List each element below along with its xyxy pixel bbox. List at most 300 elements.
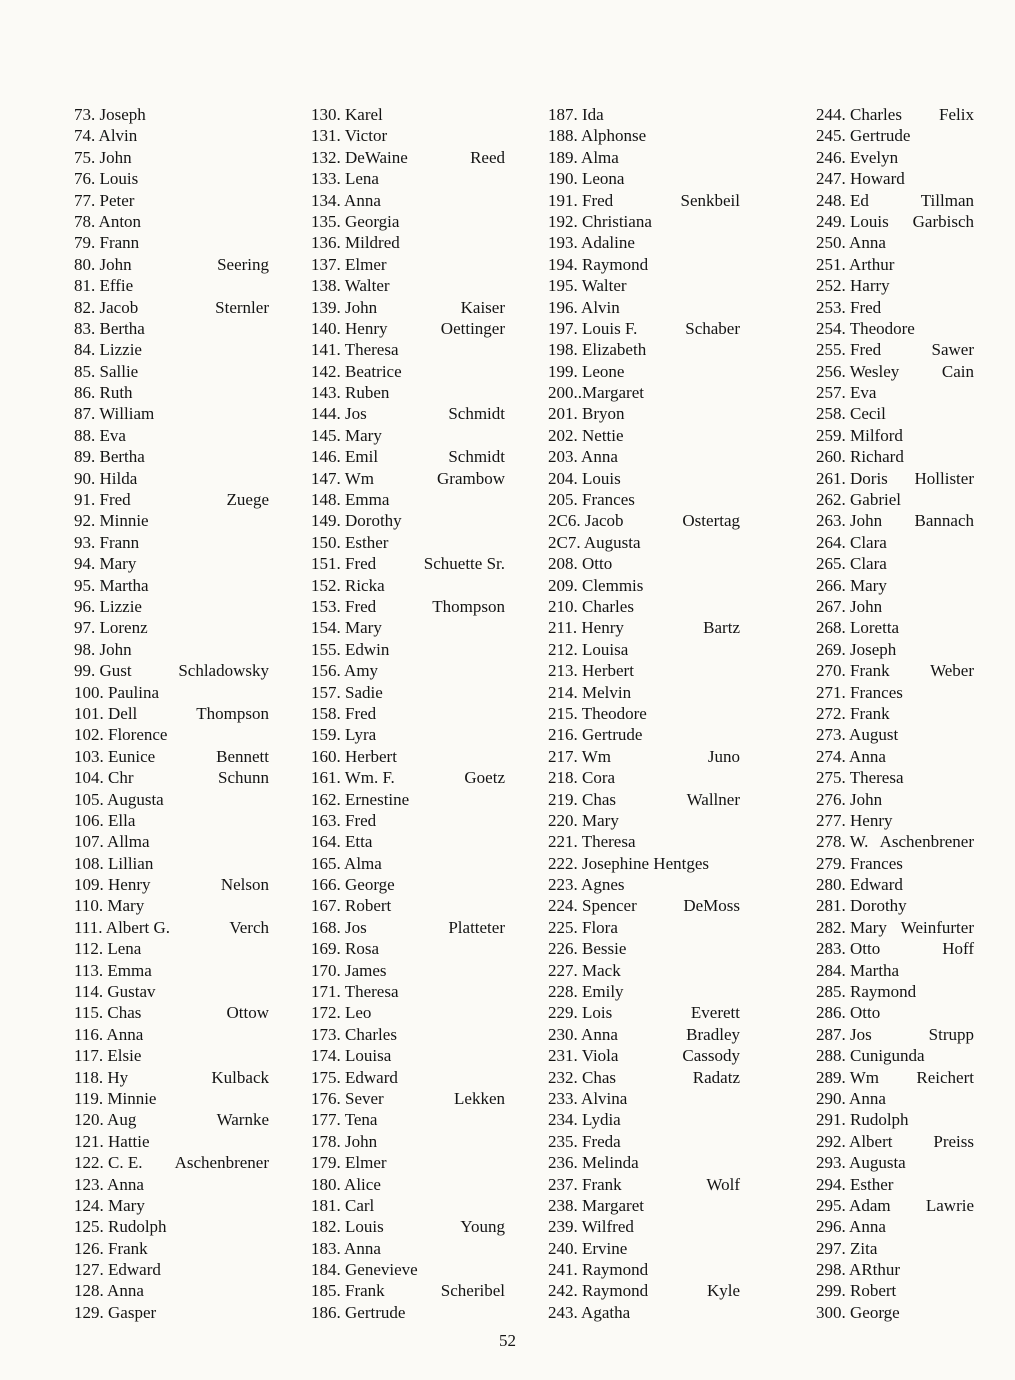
entry-name: 145. Mary [311, 425, 382, 445]
entry-name: 198. Elizabeth [548, 340, 647, 360]
entry-name: 279. Frances [816, 853, 903, 873]
entry-name: 246. Evelyn [816, 147, 899, 167]
entry-surname: Ottow [226, 1003, 269, 1023]
entry-name: 106. Ella [74, 810, 136, 830]
entry-name: 233. Alvina [548, 1088, 628, 1108]
list-item [74, 211, 269, 232]
list-item [311, 617, 505, 638]
list-item [311, 339, 505, 360]
entry-name: 175. Edward [311, 1067, 398, 1087]
entry-name: 163. Fred [311, 810, 377, 830]
list-item [548, 1088, 740, 1109]
entry-name: 269. Joseph [816, 639, 897, 659]
list-item [311, 489, 505, 510]
entry-name: 80. John [74, 254, 132, 274]
list-item [548, 403, 740, 424]
entry-surname: Everett [690, 1003, 740, 1023]
entry-name: 121. Hattie [74, 1131, 150, 1151]
list-item [74, 746, 269, 767]
list-item [816, 1259, 974, 1280]
list-item [74, 425, 269, 446]
list-item [311, 746, 505, 767]
list-item [311, 874, 505, 895]
list-item [816, 190, 974, 211]
entry-name: 291. Rudolph [816, 1110, 909, 1130]
list-item [816, 575, 974, 596]
entry-name: 193. Adaline [548, 233, 635, 253]
list-item [74, 125, 269, 146]
list-item [816, 275, 974, 296]
entry-name: 182. Louis [311, 1217, 384, 1237]
entry-name: 227. Mack [548, 960, 621, 980]
entry-name: 162. Ernestine [311, 789, 410, 809]
list-item [548, 767, 740, 788]
entry-name: 188. Alphonse [548, 126, 647, 146]
entry-name: 216. Gertrude [548, 725, 643, 745]
list-item [548, 254, 740, 275]
list-item [74, 104, 269, 125]
entry-name: 178. John [311, 1131, 378, 1151]
entry-name: 228. Emily [548, 982, 624, 1002]
list-item [548, 510, 740, 531]
entry-name: 173. Charles [311, 1024, 397, 1044]
entry-name: 282. Mary [816, 917, 887, 937]
list-item [311, 1195, 505, 1216]
list-item [311, 639, 505, 660]
list-item [311, 960, 505, 981]
list-item [816, 1152, 974, 1173]
list-item [816, 104, 974, 125]
list-item [548, 960, 740, 981]
entry-name: 277. Henry [816, 810, 893, 830]
list-item [816, 874, 974, 895]
list-item [548, 553, 740, 574]
entry-name: 211. Henry [548, 618, 624, 638]
list-item [816, 1088, 974, 1109]
entry-name: 78. Anton [74, 211, 142, 231]
entry-name: 229. Lois [548, 1003, 613, 1023]
list-item [816, 553, 974, 574]
list-item [548, 1131, 740, 1152]
entry-name: 217. Wm [548, 746, 611, 766]
entry-name: 205. Frances [548, 490, 635, 510]
list-item [74, 168, 269, 189]
entry-name: 280. Edward [816, 875, 903, 895]
entry-name: 297. Zita [816, 1238, 878, 1258]
entry-name: 190. Leona [548, 169, 625, 189]
entry-name: 172. Leo [311, 1003, 372, 1023]
entry-name: 95. Martha [74, 575, 149, 595]
list-item [311, 147, 505, 168]
list-item [816, 789, 974, 810]
entry-name: 204. Louis [548, 468, 621, 488]
list-item [74, 1002, 269, 1023]
entry-name: 116. Anna [74, 1024, 144, 1044]
list-item [816, 1109, 974, 1130]
entry-name: 151. Fred [311, 554, 377, 574]
name-column-2 [311, 104, 505, 1323]
entry-name: 220. Mary [548, 810, 619, 830]
entry-name: 142. Beatrice [311, 361, 402, 381]
entry-name: 209. Clemmis [548, 575, 644, 595]
list-item [311, 767, 505, 788]
list-item [816, 1045, 974, 1066]
entry-name: 137. Elmer [311, 254, 387, 274]
list-item [74, 810, 269, 831]
entry-surname: Scheribel [440, 1281, 505, 1301]
entry-name: 264. Clara [816, 532, 887, 552]
entry-name: 99. Gust [74, 661, 132, 681]
entry-name: 132. DeWaine [311, 147, 408, 167]
entry-name: 270. Frank [816, 661, 890, 681]
entry-surname: Zuege [226, 490, 269, 510]
entry-name: 273. August [816, 725, 899, 745]
list-item [548, 1174, 740, 1195]
entry-name: 89. Bertha [74, 447, 145, 467]
entry-name: 285. Raymond [816, 982, 917, 1002]
entry-name: 123. Anna [74, 1174, 144, 1194]
list-item [74, 853, 269, 874]
name-column-1 [74, 104, 269, 1323]
entry-surname: Thompson [196, 703, 269, 723]
list-item [816, 211, 974, 232]
list-item [311, 703, 505, 724]
entry-name: 281. Dorothy [816, 896, 907, 916]
list-item [74, 446, 269, 467]
list-item [816, 746, 974, 767]
entry-surname: Reed [470, 147, 505, 167]
entry-name: 203. Anna [548, 447, 618, 467]
list-item [311, 596, 505, 617]
list-item [74, 1024, 269, 1045]
list-item [311, 853, 505, 874]
entry-surname: Kaiser [460, 297, 505, 317]
entry-name: 257. Eva [816, 383, 877, 403]
list-item [311, 938, 505, 959]
list-item [74, 1238, 269, 1259]
entry-name: 138. Walter [311, 276, 390, 296]
entry-surname: Hollister [914, 468, 974, 488]
entry-name: 256. Wesley [816, 361, 900, 381]
list-item [548, 211, 740, 232]
list-item [816, 1280, 974, 1301]
entry-surname: Garbisch [912, 211, 974, 231]
list-item [548, 275, 740, 296]
entry-name: 111. Albert G. [74, 917, 171, 937]
list-item [548, 831, 740, 852]
entry-name: 100. Paulina [74, 682, 159, 702]
entry-surname: Nelson [220, 875, 269, 895]
list-item [816, 1002, 974, 1023]
entry-name: 104. Chr [74, 768, 134, 788]
list-item [311, 917, 505, 938]
list-item [548, 746, 740, 767]
list-item [74, 510, 269, 531]
entry-name: 97. Lorenz [74, 618, 148, 638]
entry-name: 245. Gertrude [816, 126, 911, 146]
entry-name: 196. Alvin [548, 297, 620, 317]
entry-name: 251. Arthur [816, 254, 895, 274]
entry-name: 84. Lizzie [74, 340, 142, 360]
entry-name: 224. Spencer [548, 896, 637, 916]
entry-surname: Cain [941, 361, 974, 381]
list-item [816, 339, 974, 360]
list-item [548, 382, 740, 403]
entry-name: 73. Joseph [74, 105, 146, 124]
list-item [311, 1067, 505, 1088]
entry-surname: Grambow [437, 468, 505, 488]
entry-name: 134. Anna [311, 190, 381, 210]
entry-name: 276. John [816, 789, 883, 809]
entry-name: 295. Adam [816, 1195, 891, 1215]
entry-name: 165. Alma [311, 853, 382, 873]
entry-name: 184. Genevieve [311, 1260, 418, 1280]
list-item [311, 297, 505, 318]
entry-name: 222. Josephine Hentges [548, 853, 710, 873]
list-item [548, 190, 740, 211]
entry-name: 83. Bertha [74, 318, 145, 338]
entry-name: 107. Allma [74, 832, 150, 852]
list-item [548, 468, 740, 489]
list-item [816, 168, 974, 189]
entry-name: 239. Wilfred [548, 1217, 634, 1237]
entry-name: 77. Peter [74, 190, 135, 210]
list-item [816, 724, 974, 745]
list-item [548, 874, 740, 895]
entry-name: 180. Alice [311, 1174, 381, 1194]
entry-surname: Young [460, 1217, 505, 1237]
list-item [74, 874, 269, 895]
list-item [311, 1259, 505, 1280]
list-item [311, 254, 505, 275]
entry-surname: Senkbeil [680, 190, 740, 210]
entry-surname: Schuette Sr. [423, 554, 505, 574]
entry-name: 94. Mary [74, 554, 137, 574]
list-item [74, 596, 269, 617]
list-item [74, 1216, 269, 1237]
entry-surname: Seering [217, 254, 269, 274]
list-item [548, 1216, 740, 1237]
entry-name: 254. Theodore [816, 318, 915, 338]
entry-name: 130. Karel [311, 105, 383, 124]
list-item [816, 232, 974, 253]
entry-name: 122. C. E. [74, 1153, 143, 1173]
list-item [311, 1109, 505, 1130]
entry-surname: Thompson [432, 596, 505, 616]
entry-surname: Bannach [914, 511, 974, 531]
entry-name: 185. Frank [311, 1281, 385, 1301]
entry-name: 199. Leone [548, 361, 625, 381]
entry-name: 296. Anna [816, 1217, 886, 1237]
list-item [74, 553, 269, 574]
entry-name: 101. Dell [74, 703, 138, 723]
list-item [816, 425, 974, 446]
list-item [548, 981, 740, 1002]
entry-name: 243. Agatha [548, 1302, 631, 1322]
list-item [74, 403, 269, 424]
list-item [548, 575, 740, 596]
entry-name: 214. Melvin [548, 682, 632, 702]
list-item [311, 724, 505, 745]
list-item [548, 617, 740, 638]
list-item [548, 938, 740, 959]
entry-name: 87. William [74, 404, 155, 424]
entry-name: 226. Bessie [548, 939, 627, 959]
list-item [548, 789, 740, 810]
list-item [548, 703, 740, 724]
entry-name: 168. Jos [311, 917, 367, 937]
entry-name: 92. Minnie [74, 511, 149, 531]
entry-name: 82. Jacob [74, 297, 139, 317]
entry-name: 109. Henry [74, 875, 151, 895]
list-item [548, 639, 740, 660]
entry-surname: Ostertag [682, 511, 740, 531]
list-item [548, 1045, 740, 1066]
entry-name: 267. John [816, 596, 883, 616]
list-item [311, 1002, 505, 1023]
list-item [816, 1195, 974, 1216]
entry-name: 126. Frank [74, 1238, 148, 1258]
list-item [74, 703, 269, 724]
list-item [311, 789, 505, 810]
list-item [548, 682, 740, 703]
entry-name: 125. Rudolph [74, 1217, 167, 1237]
entry-name: 265. Clara [816, 554, 887, 574]
entry-surname: Kyle [706, 1281, 740, 1301]
list-item [74, 147, 269, 168]
list-item [816, 1216, 974, 1237]
list-item [311, 382, 505, 403]
list-item [548, 168, 740, 189]
list-item [74, 297, 269, 318]
entry-name: 238. Margaret [548, 1195, 644, 1215]
entry-name: 241. Raymond [548, 1260, 649, 1280]
entry-name: 171. Theresa [311, 982, 399, 1002]
entry-surname: Aschenbrener [879, 832, 974, 852]
page-number: 52 [499, 1331, 516, 1350]
entry-surname: Schunn [218, 768, 269, 788]
entry-name: 197. Louis F. [548, 318, 638, 338]
list-item [816, 318, 974, 339]
list-item [548, 1152, 740, 1173]
list-item [74, 382, 269, 403]
list-item [816, 510, 974, 531]
list-item [548, 125, 740, 146]
list-item [816, 1067, 974, 1088]
list-item [74, 254, 269, 275]
entry-name: 268. Loretta [816, 618, 900, 638]
entry-name: 300. George [816, 1302, 900, 1322]
list-item [311, 1238, 505, 1259]
list-item [816, 254, 974, 275]
list-item [74, 232, 269, 253]
list-item [311, 1216, 505, 1237]
entry-name: 263. John [816, 511, 883, 531]
entry-name: 112. Lena [74, 939, 142, 959]
entry-name: 133. Lena [311, 169, 379, 189]
list-item [74, 1109, 269, 1130]
entry-surname: Warnke [216, 1110, 269, 1130]
list-item [74, 318, 269, 339]
entry-name: 236. Melinda [548, 1153, 639, 1173]
list-item [816, 960, 974, 981]
entry-name: 191. Fred [548, 190, 614, 210]
entry-surname: Bradley [686, 1024, 740, 1044]
list-item [548, 660, 740, 681]
entry-surname: Goetz [464, 768, 505, 788]
entry-name: 249. Louis [816, 211, 889, 231]
entry-name: 170. James [311, 960, 387, 980]
entry-name: 235. Freda [548, 1131, 621, 1151]
entry-name: 189. Alma [548, 147, 619, 167]
list-item [74, 682, 269, 703]
list-item [548, 232, 740, 253]
entry-name: 202. Nettie [548, 425, 624, 445]
list-item [548, 1002, 740, 1023]
entry-name: 76. Louis [74, 169, 139, 189]
entry-name: 200..Margaret [548, 383, 644, 403]
entry-name: 252. Harry [816, 276, 890, 296]
entry-name: 195. Walter [548, 276, 627, 296]
entry-name: 155. Edwin [311, 639, 390, 659]
entry-name: 213. Herbert [548, 661, 634, 681]
list-item [548, 1067, 740, 1088]
list-item [74, 724, 269, 745]
entry-name: 150. Esther [311, 532, 389, 552]
entry-name: 108. Lillian [74, 853, 154, 873]
list-item [74, 190, 269, 211]
entry-surname: Schladowsky [178, 661, 269, 681]
list-item [816, 981, 974, 1002]
entry-name: 167. Robert [311, 896, 392, 916]
entry-name: 96. Lizzie [74, 596, 142, 616]
list-item [816, 853, 974, 874]
entry-name: 218. Cora [548, 768, 616, 788]
entry-name: 105. Augusta [74, 789, 164, 809]
list-item [311, 1280, 505, 1301]
entry-name: 272. Frank [816, 703, 890, 723]
entry-name: 192. Christiana [548, 211, 652, 231]
list-item [311, 575, 505, 596]
list-item [74, 1174, 269, 1195]
entry-surname: Schmidt [448, 404, 505, 424]
entry-name: 139. John [311, 297, 378, 317]
list-item [311, 1302, 505, 1323]
entry-name: 136. Mildred [311, 233, 400, 253]
entry-name: 223. Agnes [548, 875, 625, 895]
entry-name: 201. Bryon [548, 404, 625, 424]
list-item [816, 125, 974, 146]
list-item [311, 1131, 505, 1152]
list-item [816, 147, 974, 168]
list-item [548, 1280, 740, 1301]
list-item [548, 810, 740, 831]
entry-name: 231. Viola [548, 1046, 619, 1066]
list-item [74, 617, 269, 638]
list-item [548, 724, 740, 745]
list-item [548, 297, 740, 318]
entry-name: 140. Henry [311, 318, 388, 338]
list-item [311, 318, 505, 339]
entry-name: 156. Amy [311, 661, 379, 681]
entry-name: 247. Howard [816, 169, 905, 189]
entry-name: 248. Ed [816, 190, 869, 210]
entry-name: 143. Ruben [311, 383, 390, 403]
list-item [311, 168, 505, 189]
list-item [74, 575, 269, 596]
entry-name: 208. Otto [548, 554, 613, 574]
list-item [816, 1238, 974, 1259]
